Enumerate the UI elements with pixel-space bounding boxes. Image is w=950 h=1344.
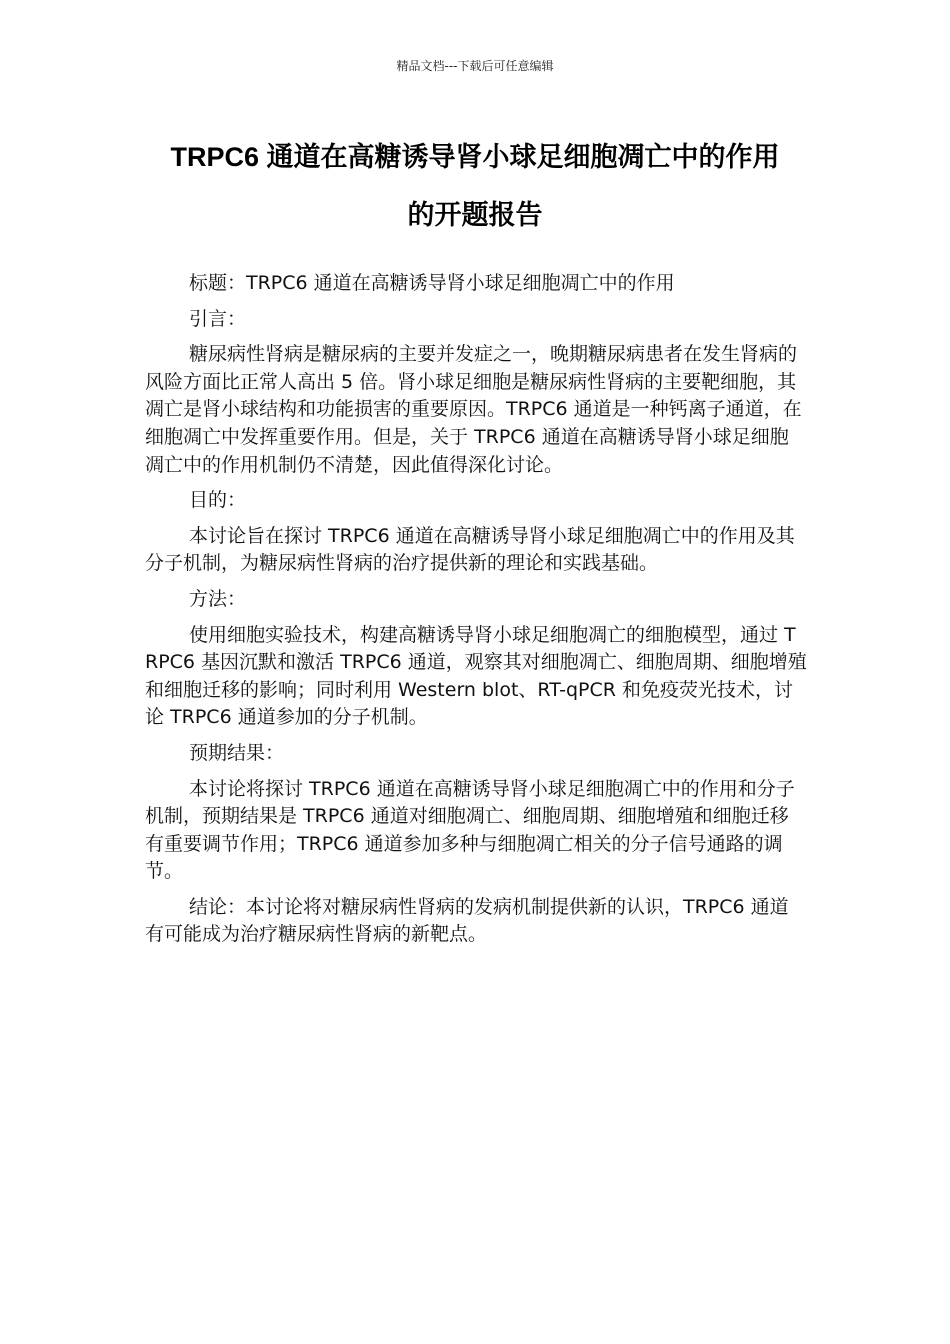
document-body [145,270,807,957]
intro-paragraph: 糖尿病性肾病是糖尿病的主要并发症之一，晚期糖尿病患者在发生肾病的风险方面比正常人高出 5 倍。肾小球足细胞是糖尿病性肾病的主要靶细胞，其凋亡是肾小球结构和功能损害的重要原因。TRPC6 通道是一种钙离子通道，在细胞凋亡中发挥重要作用。但是，关于 TRPC6 通道在高糖诱导肾小球足细胞凋亡中的作用机制仍不清楚，因此值得深化讨论。 [145,343,802,476]
intro-heading: 引言： [189,307,247,330]
title-line-2: 的开题报告 [407,200,543,230]
title-line-1: TRPC6 通道在高糖诱导肾小球足细胞凋亡中的作用 [170,142,780,172]
result-heading: 预期结果： [189,741,285,764]
goal-paragraph: 本讨论旨在探讨 TRPC6 通道在高糖诱导肾小球足细胞凋亡中的作用及其分子机制，为糖尿病性肾病的治疗提供新的理论和实践基础。 [145,524,795,575]
method-paragraph: 使用细胞实验技术，构建高糖诱导肾小球足细胞凋亡的细胞模型，通过 TRPC6 基因沉默和激活 TRPC6 通道，观察其对细胞凋亡、细胞周期、细胞增殖和细胞迁移的影响；同时利用 Western blot、RT-qPCR 和免疫荧光技术，讨论 TRPC6 通道参加的分子机制。 [145,623,807,729]
subject-line: 标题：TRPC6 通道在高糖诱导肾小球足细胞凋亡中的作用 [189,272,675,294]
method-heading: 方法： [189,587,247,610]
conclusion-paragraph: 结论：本讨论将对糖尿病性肾病的发病机制提供新的认识，TRPC6 通道有可能成为治疗糖尿病性肾病的新靶点。 [145,895,789,946]
header-note: 精品文档---下载后可任意编辑 [396,59,554,73]
result-paragraph: 本讨论将探讨 TRPC6 通道在高糖诱导肾小球足细胞凋亡中的作用和分子机制，预期结果是 TRPC6 通道对细胞凋亡、细胞周期、细胞增殖和细胞迁移有重要调节作用；TRPC6 通道参加多种与细胞凋亡相关的分子信号通路的调节。 [145,777,795,883]
goal-heading: 目的： [189,489,247,512]
document-title [145,128,805,244]
